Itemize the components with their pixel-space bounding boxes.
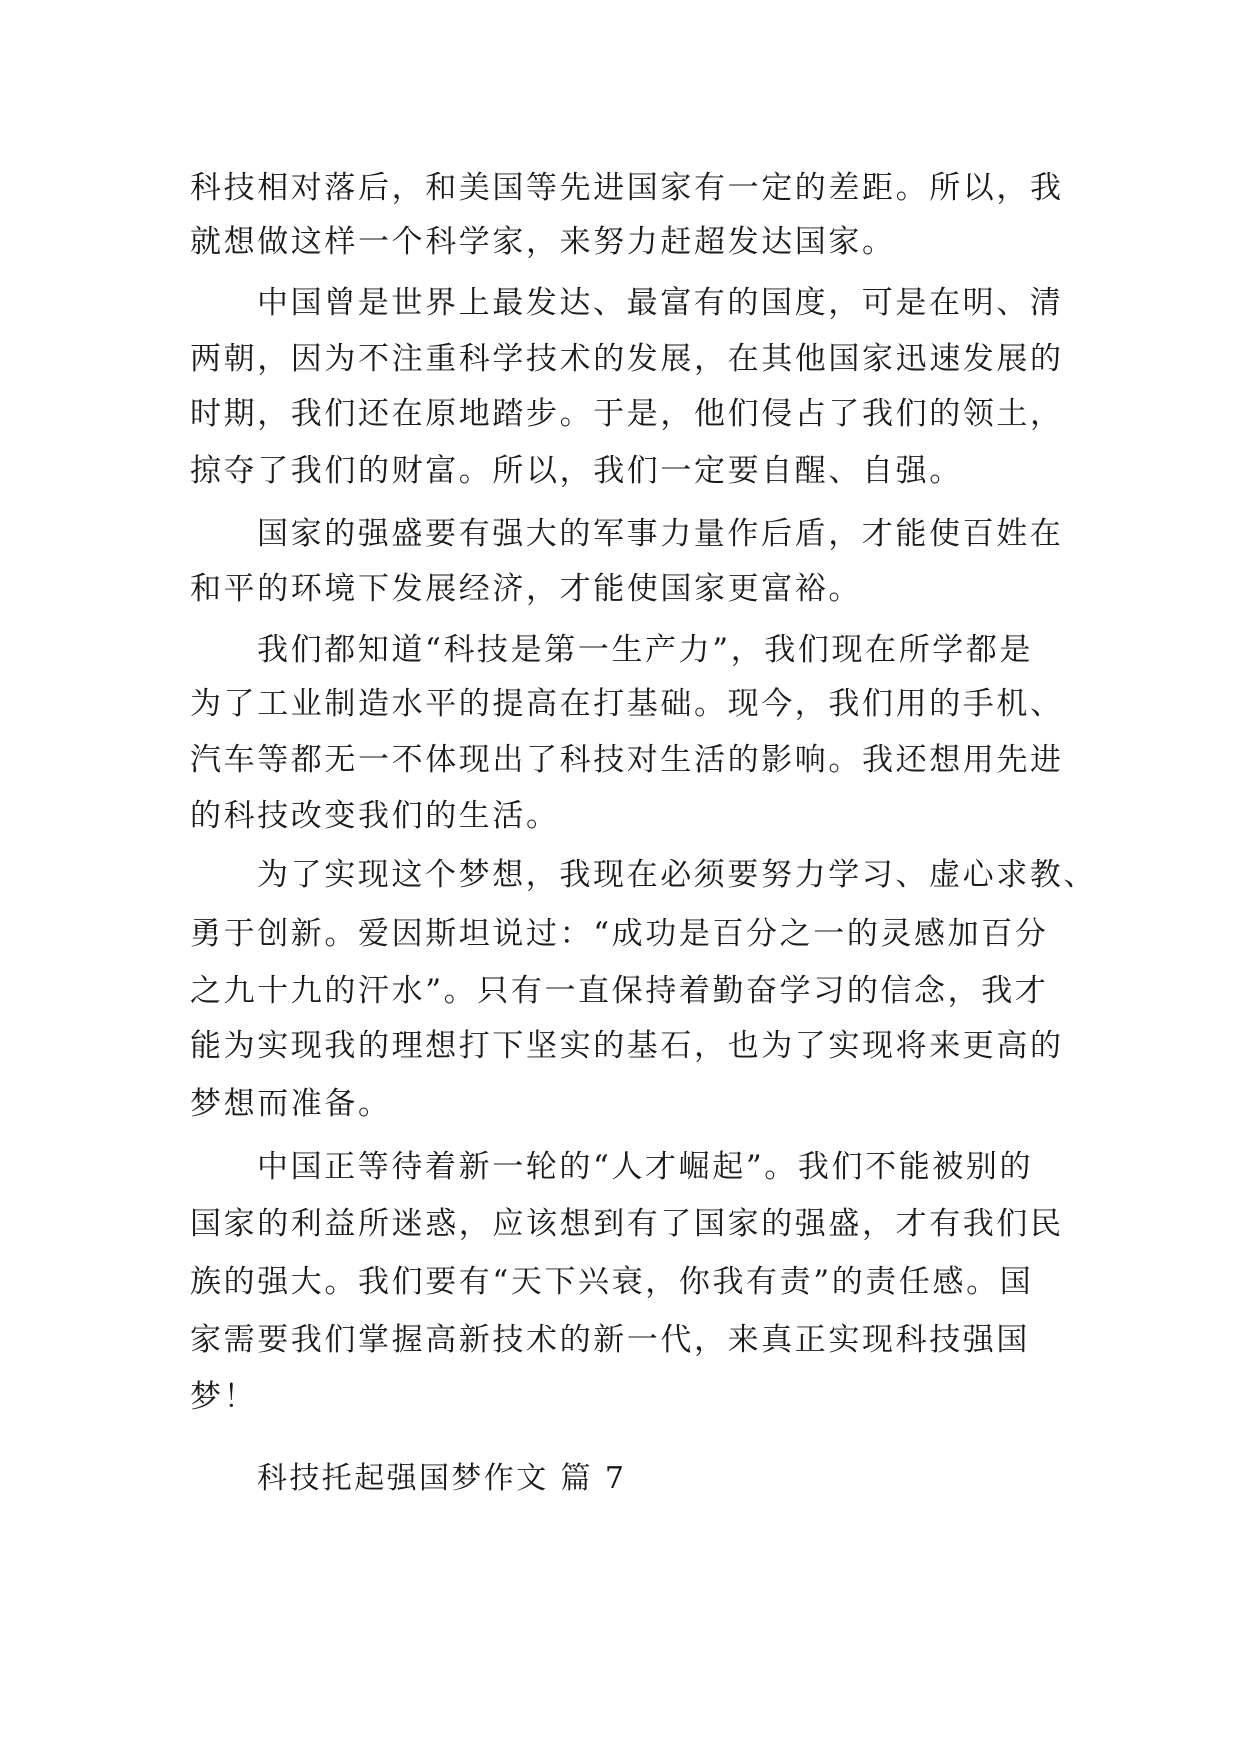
section-heading: 科技托起强国梦作文 篇 7: [257, 1461, 627, 1496]
paragraph-2-line-1: 中国曾是世界上最发达、最富有的国度，可是在明、清: [257, 285, 1064, 321]
paragraph-5-line-3: 之九十九的汗水”。只有一直保持着勤奋学习的信念，我才: [190, 973, 1049, 1009]
paragraph-1-line-1: 科技相对落后，和美国等先进国家有一定的差距。所以，我: [190, 170, 1064, 206]
paragraph-3-line-2: 和平的环境下发展经济，才能使国家更富裕。: [190, 571, 862, 607]
paragraph-1-line-2: 就想做这样一个科学家，来努力赶超发达国家。: [190, 224, 896, 260]
paragraph-5-line-5: 梦想而准备。: [190, 1086, 392, 1122]
paragraph-6-line-1: 中国正等待着新一轮的“人才崛起”。我们不能被别的: [257, 1149, 1034, 1185]
paragraph-6-line-3: 族的强大。我们要有“天下兴衰，你我有责”的责任感。国: [190, 1264, 1034, 1300]
paragraph-4-line-1: 我们都知道“科技是第一生产力”，我们现在所学都是: [257, 632, 1034, 668]
paragraph-4-line-3: 汽车等都无一不体现出了科技对生活的影响。我还想用先进: [190, 742, 1064, 778]
paragraph-2-line-3: 时期，我们还在原地踏步。于是，他们侵占了我们的领土，: [190, 396, 1064, 432]
paragraph-2-line-4: 掠夺了我们的财富。所以，我们一定要自醒、自强。: [190, 453, 963, 489]
paragraph-3-line-1: 国家的强盛要有强大的军事力量作后盾，才能使百姓在: [257, 516, 1064, 552]
paragraph-6-line-2: 国家的利益所迷惑，应该想到有了国家的强盛，才有我们民: [190, 1206, 1064, 1242]
paragraph-4-line-4: 的科技改变我们的生活。: [190, 798, 560, 834]
paragraph-5-line-1: 为了实现这个梦想，我现在必须要努力学习、虚心求教、: [257, 857, 1097, 893]
paragraph-6-line-4: 家需要我们掌握高新技术的新一代，来真正实现科技强国: [190, 1322, 1030, 1358]
paragraph-5-line-2: 勇于创新。爱因斯坦说过：“成功是百分之一的灵感加百分: [190, 916, 1049, 952]
paragraph-4-line-2: 为了工业制造水平的提高在打基础。现今，我们用的手机、: [190, 686, 1064, 722]
paragraph-2-line-2: 两朝，因为不注重科学技术的发展，在其他国家迅速发展的: [190, 341, 1064, 377]
paragraph-6-line-5: 梦！: [190, 1379, 258, 1415]
paragraph-5-line-4: 能为实现我的理想打下坚实的基石，也为了实现将来更高的: [190, 1028, 1064, 1064]
